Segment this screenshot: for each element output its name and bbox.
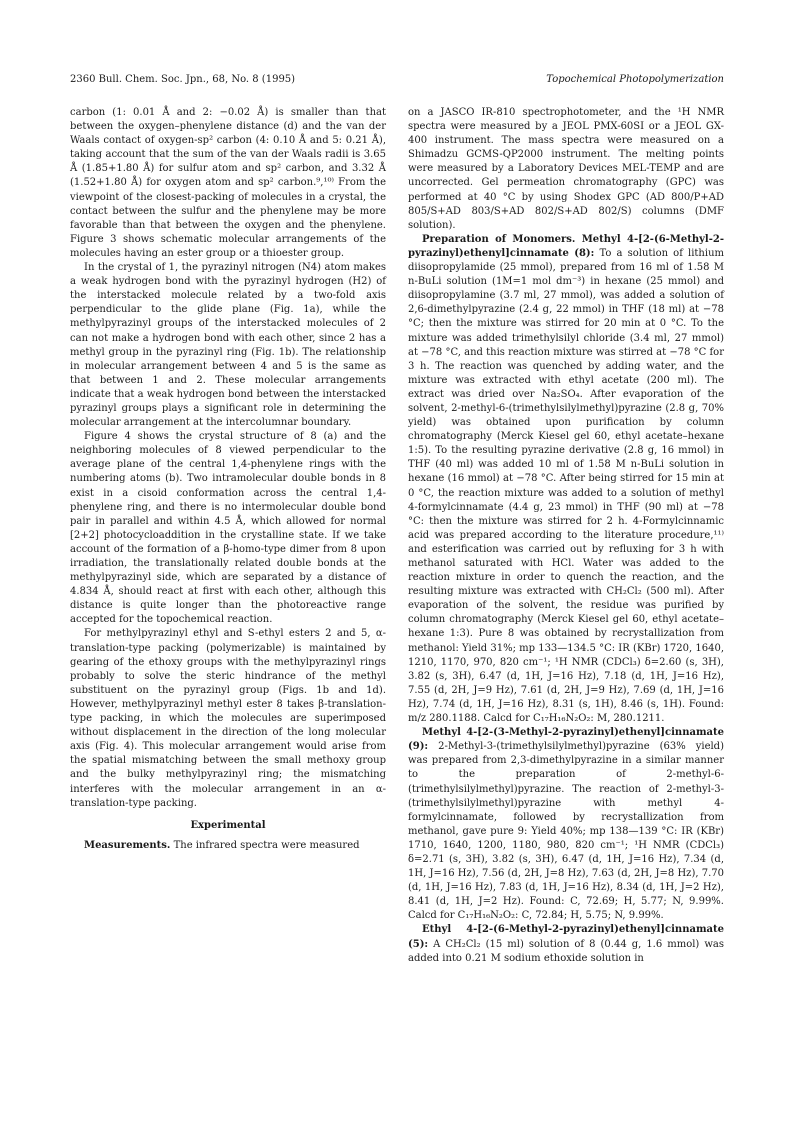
paragraph-text: 2-Methyl-3-(trimethylsilylmethyl)pyrazine (63% yield) was prepared from 2,3-dimethylpyrazine in a similar manner to the preparation of 2-methyl-6-(trimethylsilylmethyl)pyrazine. The reaction of 2-methyl-3-(trimethylsilylmethyl)pyrazine with methyl 4-formylcinnamate, followed by recrystallization from methanol, gave pure 9: Yield 40%; mp 138—139 °C: IR (KBr) 1710, 1640, 1200, 1180, 980, 820 cm⁻¹; ¹H NMR (CDCl₃) δ=2.71 (s, 3H), 3.82 (s, 3H), 6.47 (d, 1H, J=16 Hz), 7.34 (d, 1H, J=16 Hz), 7.56 (d, 2H, J=8 Hz), 7.63 (d, 2H, J=8 Hz), 7.70 (d, 1H, J=16 Hz), 7.83 (d, 1H, J=16 Hz), 8.34 (d, 1H, J=2 Hz), 8.41 (d, 1H, J=2 Hz). Found: C, 72.69; H, 5.77; N, 9.99%. Calcd for C₁₇H₁₆N₂O₂: C, 72.84; H, 5.75; N, 9.99%. <box>408 741 724 922</box>
runin-heading: Methyl 4-[2-(3-Methyl-2-pyrazinyl)ethenyl]cinnamate (9): <box>408 727 724 753</box>
paragraph: Figure 4 shows the crystal structure of 8 (a) and the neighboring molecules of 8 viewed perpendicular to the average plane of the central 1,4-phenylene rings with the numbering atoms (b). Two intramolecular double bonds in 8 exist in a cisoid conformation across the central 1,4-phenylene ring, and there is no intermolecular double bond pair in parallel and within 4.5 Å, which allowed for normal [2+2] photocycloaddition in the crystalline state. If we take account of the formation of a β-homo-type dimer from 8 upon irradiation, the translationally related double bonds at the methylpyrazinyl side, which are separated by a distance of 4.834 Å, should react at first with each other, although this distance is quite longer than the photoreactive range accepted for the topochemical reaction. <box>70 431 386 626</box>
right-column <box>408 106 724 966</box>
paragraph: For methylpyrazinyl ethyl and S-ethyl esters 2 and 5, α-translation-type packing (polymerizable) is maintained by gearing of the ethoxy groups with the methylpyrazinyl rings probably to solve the steric hindrance of the methyl substituent on the pyrazinyl group (Figs. 1b and 1d). However, methylpyrazinyl methyl ester 8 takes β-translation-type packing, in which the molecules are superimposed without displacement in the direction of the long molecular axis (Fig. 4). This molecular arrangement would arise from the spatial mismatching between the small methoxy group and the bulky methylpyrazinyl ring; the mismatching interferes with the molecular arrangement in an α-translation-type packing. <box>70 628 386 809</box>
paragraph-text: The infrared spectra were measured <box>173 839 360 851</box>
paragraph-preparation <box>408 233 724 726</box>
paragraph: on a JASCO IR-810 spectrophotometer, and the ¹H NMR spectra were measured by a JEOL PMX-60SI or a JEOL GX-400 instrument. The mass spectra were measured on a Shimadzu GCMS-QP2000 instrument. The melting points were measured by a Laboratory Devices MEL-TEMP and are uncorrected. Gel permeation chromatography (GPC) was performed at 40 °C by using Shodex GPC (AD 800/P+AD 805/S+AD 803/S+AD 802/S+AD 802/S) columns (DMF solution). <box>408 107 724 231</box>
paragraph: In the crystal of 1, the pyrazinyl nitrogen (N4) atom makes a weak hydrogen bond with the pyrazinyl hydrogen (H2) of the interstacked molecule related by a two-fold axis perpendicular to the glide plane (Fig. 1a), while the methylpyrazinyl groups of the interstacked molecules of 2 can not make a hydrogen bond with each other, since 2 has a methyl group in the pyrazinyl ring (Fig. 1b). The relationship in molecular arrangement between 4 and 5 is the same as that between 1 and 2. These molecular arrangements indicate that a weak hydrogen bond between the interstacked pyrazinyl groups plays a significant role in determining the molecular arrangement at the intercolumnar boundary. <box>70 262 386 429</box>
journal-citation: 2360 Bull. Chem. Soc. Jpn., 68, No. 8 (1995) <box>70 74 296 85</box>
paragraph: carbon (1: 0.01 Å and 2: −0.02 Å) is smaller than that between the oxygen–phenylene distance (d) and the van der Waals contact of oxygen-sp² carbon (4: 0.10 Å and 5: 0.21 Å), taking account that the sum of the van der Waals radii is 3.65 Å (1.85+1.80 Å) for sulfur atom and sp² carbon, and 3.32 Å (1.52+1.80 Å) for oxygen atom and sp² carbon.⁹,¹⁰⁾ From the viewpoint of the closest-packing of molecules in a crystal, the contact between the sulfur and the phenylene may be more favorable than that between the oxygen and the phenylene. Figure 3 shows schematic molecular arrangements of the molecules having an ester group or a thioester group. <box>70 107 386 259</box>
runin-heading: Ethyl 4-[2-(6-Methyl-2-pyrazinyl)ethenyl]cinnamate (5): <box>408 924 724 950</box>
runin-heading: Preparation of Monomers. Methyl 4-[2-(6-Methyl-2-pyrazinyl)ethenyl]cinnamate (8): <box>408 233 724 259</box>
left-column <box>70 106 386 853</box>
paragraph-compound-5 <box>408 923 724 965</box>
running-title: Topochemical Photopolymerization <box>546 74 724 85</box>
running-header <box>70 73 724 87</box>
paragraph-text: A CH₂Cl₂ (15 ml) solution of 8 (0.44 g, 1.6 mmol) was added into 0.21 M sodium ethoxide solution in <box>408 938 724 964</box>
paragraph-text: To a solution of lithium diisopropylamide (25 mmol), prepared from 16 ml of 1.58 M n-BuLi solution (1M=1 mol dm⁻³) in hexane (25 mmol) and diisopropylamine (3.7 ml, 27 mmol), was added a solution of 2,6-dimethylpyrazine (2.4 g, 22 mmol) in THF (18 ml) at −78 °C; then the mixture was stirred for 20 min at 0 °C. To the mixture was added trimethylsilyl chloride (3.4 ml, 27 mmol) at −78 °C, and this reaction mixture was stirred at −78 °C for 3 h. The reaction was quenched by adding water, and the mixture was extracted with ethyl acetate (200 ml). The extract was dried over Na₂SO₄. After evaporation of the solvent, 2-methyl-6-(trimethylsilylmethyl)pyrazine (2.8 g, 70% yield) was obtained upon purification by column chromatography (Merck Kiesel gel 60, ethyl acetate–hexane 1:5). To the resulting pyrazine derivative (2.8 g, 16 mmol) in THF (40 ml) was added 10 ml of 1.58 M n-BuLi solution in hexane (16 mmol) at −78 °C. After being stirred for 15 min at 0 °C, the reaction mixture was added to a solution of methyl 4-formylcinnamate (4.4 g, 23 mmol) in THF (90 ml) at −78 °C: then the mixture was stirred for 2 h. 4-Formylcinnamic acid was prepared according to the literature procedure,¹¹⁾ and esterification was carried out by refluxing for 3 h with methanol saturated with HCl. Water was added to the reaction mixture in order to quench the reaction, and the resulting mixture was extracted with CH₂Cl₂ (500 ml). After evaporation of the solvent, the residue was purified by column chromatography (Merck Kiesel gel 60, ethyl acetate–hexane 1:3). Pure 8 was obtained by recrystallization from methanol: Yield 31%; mp 133—134.5 °C: IR (KBr) 1720, 1640, 1210, 1170, 970, 820 cm⁻¹; ¹H NMR (CDCl₃) δ=2.60 (s, 3H), 3.82 (s, 3H), 6.47 (d, 1H, J=16 Hz), 7.18 (d, 1H, J=16 Hz), 7.55 (d, 2H, J=9 Hz), 7.61 (d, 2H, J=9 Hz), 7.69 (d, 1H, J=16 Hz), 7.74 (d, 1H, J=16 Hz), 8.31 (s, 1H), 8.46 (s, 1H). Found: m/z 280.1188. Calcd for C₁₇H₁₆N₂O₂: M, 280.1211. <box>408 247 724 725</box>
section-heading-experimental: Experimental <box>190 819 266 831</box>
paragraph-measurements <box>70 839 386 853</box>
paragraph-compound-9 <box>408 726 724 923</box>
runin-heading: Measurements. <box>84 839 171 851</box>
